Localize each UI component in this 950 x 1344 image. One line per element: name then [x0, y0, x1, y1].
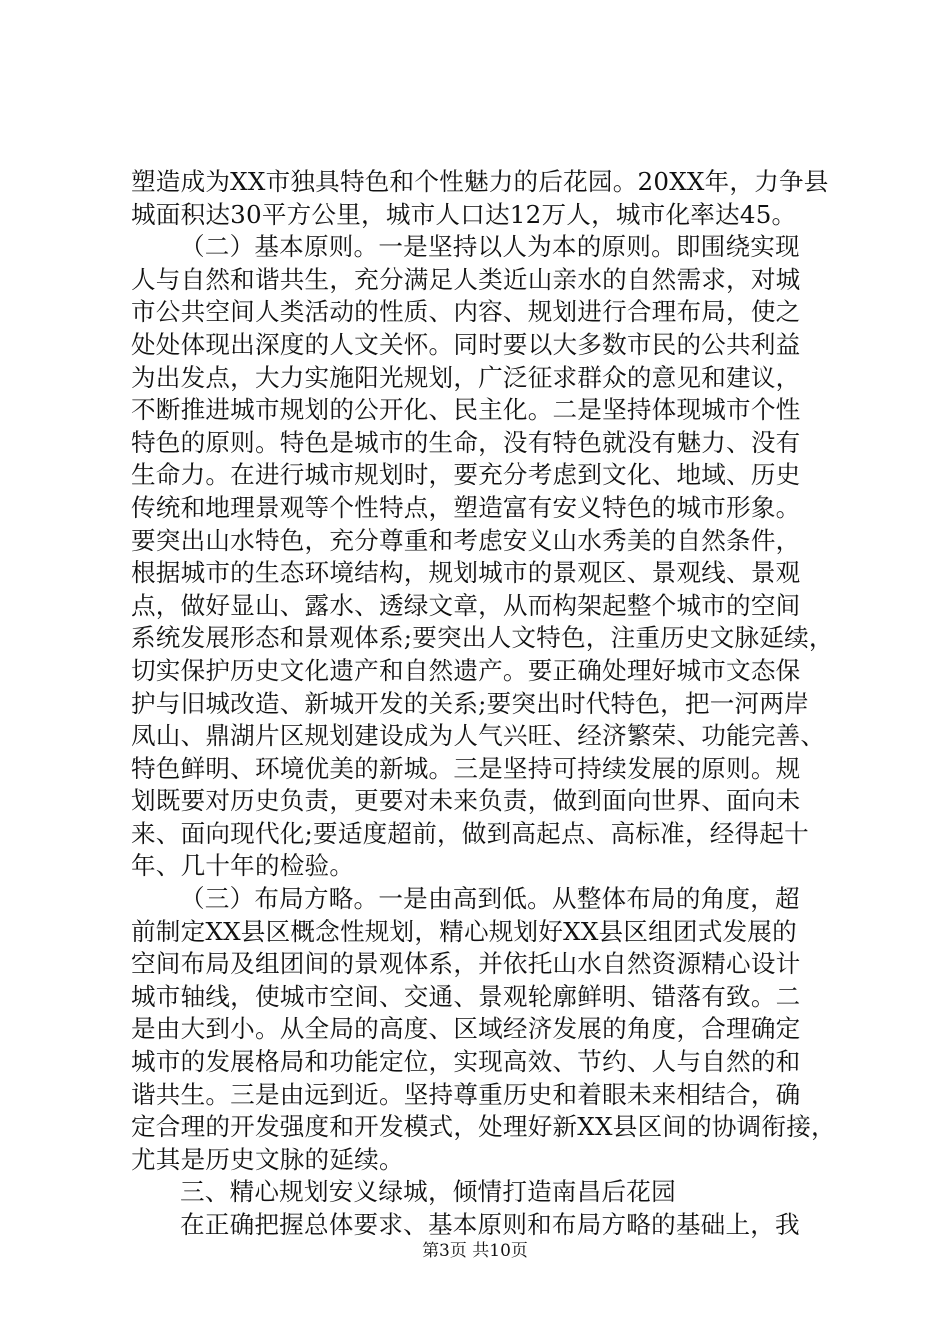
text-line: 城市轴线，使城市空间、交通、景观轮廓鲜明、错落有致。二 — [131, 981, 801, 1011]
text-line: 空间布局及组团间的景观体系，并依托山水自然资源精心设计 — [131, 949, 801, 979]
text-line: 尤其是历史文脉的延续。 — [131, 1144, 404, 1174]
text-line: 系统发展形态和景观体系;要突出人文特色，注重历史文脉延续， — [131, 623, 834, 653]
text-line: 划既要对历史负责，更要对未来负责，做到面向世界、面向未 — [131, 786, 801, 816]
text-line: 特色的原则。特色是城市的生命，没有特色就没有魅力、没有 — [131, 427, 801, 457]
text-line: 人与自然和谐共生，充分满足人类近山亲水的自然需求，对城 — [131, 264, 801, 294]
paragraph-start-line: （三）布局方略。一是由高到低。从整体布局的角度，超 — [180, 884, 800, 914]
text-line: 护与旧城改造、新城开发的关系;要突出时代特色，把一河两岸 — [131, 688, 809, 718]
text-line: 塑造成为XX市独具特色和个性魅力的后花园。20XX年，力争县 — [131, 167, 829, 196]
text-line: 为出发点，大力实施阳光规划，广泛征求群众的意见和建议， — [131, 362, 801, 392]
text-line: 年、几十年的检验。 — [131, 851, 355, 881]
text-line: 根据城市的生态环境结构，规划城市的景观区、景观线、景观 — [131, 558, 801, 588]
text-line: 凤山、鼎湖片区规划建设成为人气兴旺、经济繁荣、功能完善、 — [131, 721, 826, 751]
text-line: 城市的发展格局和功能定位，实现高效、节约、人与自然的和 — [131, 1047, 801, 1077]
text-line: 定合理的开发强度和开发模式，处理好新XX县区间的协调衔接， — [131, 1112, 836, 1142]
text-line: 城面积达30平方公里，城市人口达12万人，城市化率达45。 — [131, 199, 797, 229]
text-line: 前制定XX县区概念性规划，精心规划好XX县区组团式发展的 — [131, 916, 797, 946]
paragraph-start-line: 在正确把握总体要求、基本原则和布局方略的基础上，我 — [180, 1210, 800, 1239]
text-line: 谐共生。三是由远到近。坚持尊重历史和着眼未来相结合，确 — [131, 1079, 801, 1109]
text-line: 切实保护历史文化遗产和自然遗产。要正确处理好城市文态保 — [131, 655, 801, 685]
text-line: 传统和地理景观等个性特点，塑造富有安义特色的城市形象。 — [131, 492, 801, 522]
text-line: 市公共空间人类活动的性质、内容、规划进行合理布局，使之 — [131, 297, 801, 327]
document-body — [131, 166, 836, 1242]
text-line: 要突出山水特色，充分尊重和考虑安义山水秀美的自然条件， — [131, 525, 801, 555]
text-line: 特色鲜明、环境优美的新城。三是坚持可持续发展的原则。规 — [131, 753, 801, 783]
paragraph-start-line: （二）基本原则。一是坚持以人为本的原则。即围绕实现 — [180, 232, 800, 262]
text-line: 来、面向现代化;要适度超前，做到高起点、高标准，经得起十 — [131, 818, 809, 848]
page-footer: 第3页 共10页 — [422, 1241, 528, 1261]
text-line: 处处体现出深度的人文关怀。同时要以大多数市民的公共利益 — [131, 329, 801, 359]
text-line: 不断推进城市规划的公开化、民主化。二是坚持体现城市个性 — [131, 395, 801, 425]
section-heading: 三、精心规划安义绿城，倾情打造南昌后花园 — [180, 1177, 676, 1207]
text-line: 是由大到小。从全局的高度、区域经济发展的角度，合理确定 — [131, 1014, 801, 1044]
text-line: 生命力。在进行城市规划时，要充分考虑到文化、地域、历史 — [131, 460, 801, 490]
text-line: 点，做好显山、露水、透绿文章，从而构架起整个城市的空间 — [131, 590, 801, 620]
